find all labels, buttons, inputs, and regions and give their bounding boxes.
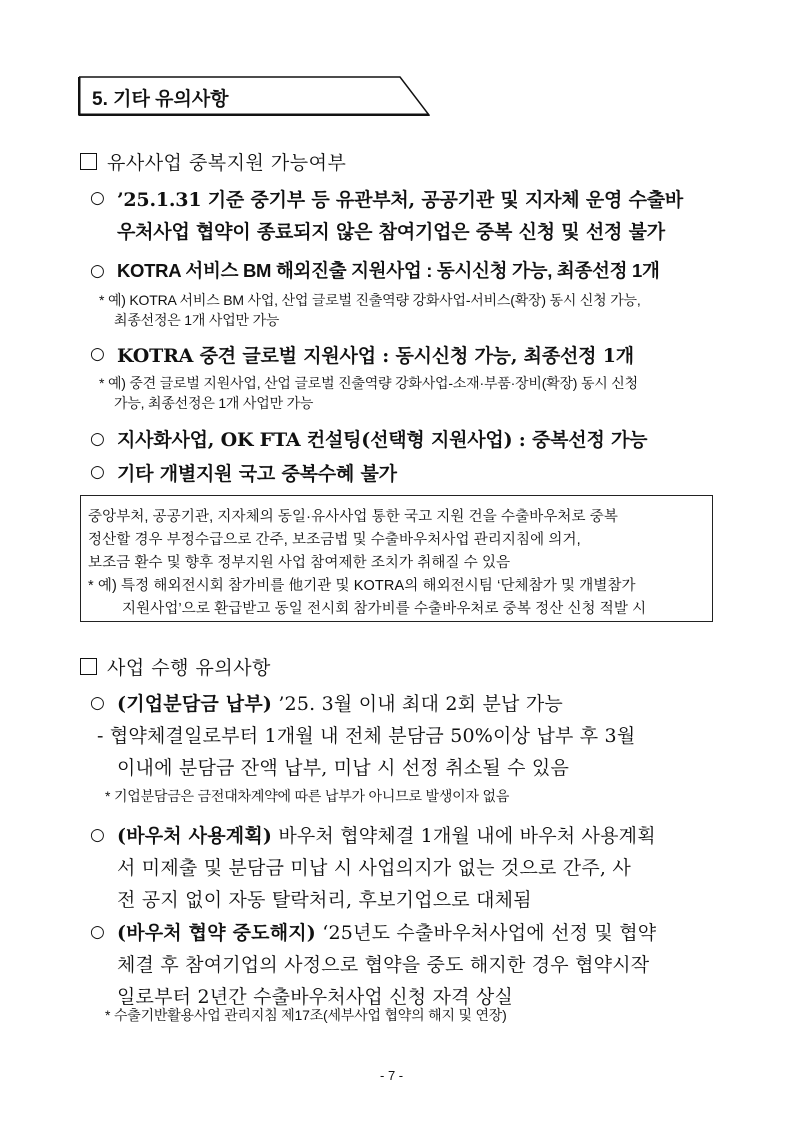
subsection-heading-duplicate-support: 유사사업 중복지원 가능여부 (80, 148, 346, 175)
bullet-circle-icon: ○ (90, 825, 105, 845)
bullet-circle-icon: ○ (90, 188, 105, 208)
checkbox-square-icon (80, 153, 97, 170)
item-company-share: (기업분담금 납부) ’25. 3월 이내 최대 2회 분납 가능 (117, 693, 563, 715)
item-branch-fta: 지사화사업, OK FTA 컨설팅(선택형 지원사업) : 중복선정 가능 (117, 429, 648, 451)
bullet-circle-icon: ○ (90, 429, 105, 449)
item-detail-line: 일로부터 2년간 수출바우처사업 신청 자격 상실 (117, 986, 514, 1008)
section-title: 5. 기타 유의사항 (92, 89, 229, 110)
item-note: * 예) KOTRA 서비스 BM 사업, 산업 글로벌 진출역량 강화사업-서비스(확장) 동시 신청 가능, (99, 292, 641, 308)
checkbox-square-icon (80, 658, 97, 675)
item-detail-line: 이내에 분담금 잔액 납부, 미납 시 선정 취소될 수 있음 (117, 757, 570, 779)
item-detail-line: 전 공지 없이 자동 탈락처리, 후보기업으로 대체됨 (117, 889, 532, 911)
box-line: 정산할 경우 부정수급으로 간주, 보조금법 및 수출바우처사업 관리지침에 의거, (88, 532, 581, 548)
subsection-heading-project-cautions: 사업 수행 유의사항 (80, 653, 271, 680)
bullet-circle-icon: ○ (90, 261, 105, 281)
box-line: 지원사업’으로 환급받고 동일 전시회 참가비를 수출바우처로 중복 정산 신청 적발 시 (122, 601, 647, 617)
item-note: * 예) 중견 글로벌 지원사업, 산업 글로벌 진출역량 강화사업-소재·부품·장비(확장) 동시 신청 (99, 375, 638, 391)
bullet-circle-icon: ○ (90, 344, 105, 364)
bullet-circle-icon: ○ (90, 693, 105, 713)
item-line: ’25.1.31 기준 중기부 등 유관부처, 공공기관 및 지자체 운영 수출바 (117, 189, 684, 211)
item-note: * 기업분담금은 금전대차계약에 따른 납부가 아니므로 발생이자 없음 (105, 788, 510, 804)
item-detail-line: 서 미제출 및 분담금 미납 시 사업의지가 없는 것으로 간주, 사 (117, 857, 631, 879)
item-note: * 수출기반활용사업 관리지침 제17조(세부사업 협약의 해지 및 연장) (105, 1007, 507, 1023)
item-detail-line: - 협약체결일로부터 1개월 내 전체 분담금 50%이상 납부 후 3월 (97, 725, 636, 747)
box-line: * 예) 특정 해외전시회 참가비를 他기관 및 KOTRA의 해외전시팀 ‘단체참가 및 개별참가 (88, 578, 636, 594)
item-other-support: 기타 개별지원 국고 중복수혜 불가 (117, 463, 397, 485)
box-line: 보조금 환수 및 향후 정부지원 사업 참여제한 조치가 취해질 수 있음 (88, 555, 511, 571)
item-kotra-global: KOTRA 중견 글로벌 지원사업 : 동시신청 가능, 최종선정 1개 (117, 345, 634, 367)
bullet-circle-icon: ○ (90, 922, 105, 942)
item-line: 우처사업 협약이 종료되지 않은 참여기업은 중복 신청 및 선정 불가 (117, 221, 665, 243)
item-kotra-service-bm: KOTRA 서비스 BM 해외진출 지원사업 : 동시신청 가능, 최종선정 1개 (117, 260, 660, 281)
bullet-circle-icon: ○ (90, 462, 105, 482)
item-note: 가능, 최종선정은 1개 사업만 가능 (114, 395, 314, 411)
box-line: 중앙부처, 공공기관, 지자체의 동일·유사사업 통한 국고 지원 건을 수출바우처로 중복 (88, 509, 618, 525)
item-detail-line: 체결 후 참여기업의 사정으로 협약을 중도 해지한 경우 협약시작 (117, 954, 650, 976)
page-number: - 7 - (380, 1068, 404, 1083)
item-voucher-plan: (바우처 사용계획) 바우처 협약체결 1개월 내에 바우처 사용계획 (117, 825, 656, 847)
item-note: 최종선정은 1개 사업만 가능 (114, 312, 280, 328)
item-voucher-termination: (바우처 협약 중도해지) ‘25년도 수출바우처사업에 선정 및 협약 (117, 922, 657, 944)
